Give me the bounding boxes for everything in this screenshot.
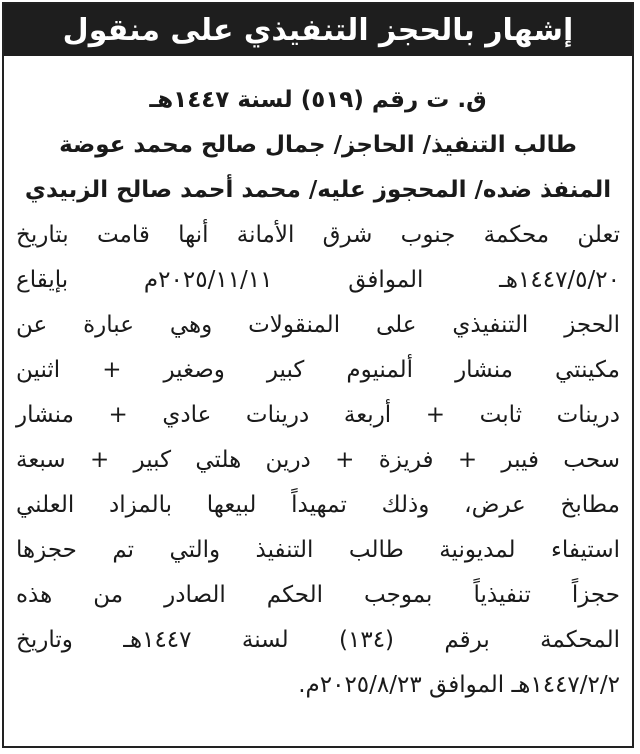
notice-body — [4, 213, 632, 708]
applicant-line: طالب التنفيذ/ الحاجز/ جمال صالح محمد عوضة — [59, 132, 577, 158]
body-line: ١٤٤٧/٥/٢٠هـ الموافق ٢٠٢٥/١١/١١م بإيقاع — [16, 267, 620, 293]
respondent-line: المنفذ ضده/ المحجوز عليه/ محمد أحمد صالح الزبيدي — [24, 177, 612, 203]
body-line: سحب فيبر + فريزة + درين هلتي كبير + سبعة — [16, 447, 620, 473]
body-line: مكينتي منشار ألمنيوم كبير وصغير + اثنين — [16, 357, 620, 383]
body-line: مطابخ عرض، وذلك تمهيداً لبيعها بالمزاد العلني — [16, 492, 620, 518]
notice-title: إشهار بالحجز التنفيذي على منقول — [62, 12, 574, 48]
notice-title-bar — [4, 4, 632, 56]
notice-header — [4, 56, 632, 213]
body-line: حجزاً تنفيذياً بموجب الحكم الصادر من هذه — [16, 582, 620, 608]
legal-notice — [2, 2, 634, 748]
body-line: استيفاء لمديونية طالب التنفيذ والتي تم حجزها — [16, 537, 620, 563]
body-line: ١٤٤٧/٢/٢هـ الموافق ٢٠٢٥/٨/٢٣م. — [298, 672, 620, 698]
case-number: ق. ت رقم (٥١٩) لسنة ١٤٤٧هـ — [149, 87, 487, 113]
body-line: المحكمة برقم (١٣٤) لسنة ١٤٤٧هـ وتاريخ — [16, 627, 620, 653]
body-line: درينات ثابت + أربعة درينات عادي + منشار — [16, 402, 620, 428]
body-line: تعلن محكمة جنوب شرق الأمانة أنها قامت بتاريخ — [16, 222, 620, 248]
body-line: الحجز التنفيذي على المنقولات وهي عبارة عن — [16, 312, 620, 338]
